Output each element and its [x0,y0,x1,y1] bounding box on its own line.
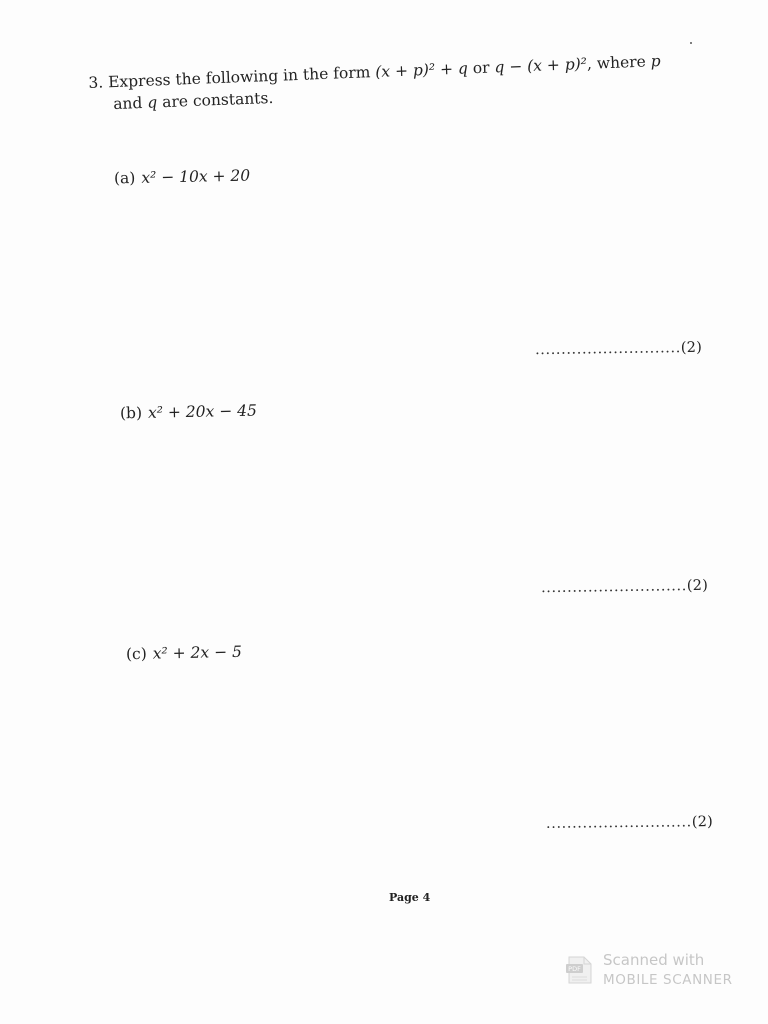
part-label: (a) [113,168,136,188]
scanner-watermark [566,950,736,994]
question-3 [88,49,689,116]
answer-line-c[interactable] [546,814,713,832]
pdf-icon-label: PDF [568,965,581,973]
part-b [120,402,257,423]
form-1: (x + p)² + q [374,59,469,81]
pdf-icon [566,954,594,986]
scan-speck [690,42,692,44]
question-text: Express the following in the form [107,62,376,92]
marks: (2) [691,814,714,831]
part-expression: x² − 10x + 20 [141,166,251,187]
page-number: Page 4 [389,891,431,904]
question-number: 3. [88,73,104,92]
part-expression: x² + 20x − 45 [147,401,258,422]
question-line2-end: are constants. [156,88,274,112]
answer-line-a[interactable] [535,340,702,358]
answer-line-b[interactable] [541,578,708,596]
answer-dots: ............................ [540,578,687,597]
answer-dots: ............................ [545,814,692,832]
watermark-line-2: MOBILE SCANNER [603,972,733,988]
marks: (2) [686,577,709,595]
form-connector: or [467,58,495,78]
watermark-line-1: Scanned with [603,951,705,969]
variable-q: q [146,93,158,112]
marks: (2) [680,339,703,357]
question-tail: , where [586,52,652,73]
part-a [114,167,251,188]
answer-dots: ............................ [534,340,681,359]
form-2: q − (x + p)² [494,54,588,77]
part-label: (b) [119,403,143,423]
variable-p: p [650,52,661,71]
part-label: (c) [125,644,147,664]
part-expression: x² + 2x − 5 [152,642,243,663]
part-c [126,643,242,663]
question-line2-start: and [112,93,148,114]
